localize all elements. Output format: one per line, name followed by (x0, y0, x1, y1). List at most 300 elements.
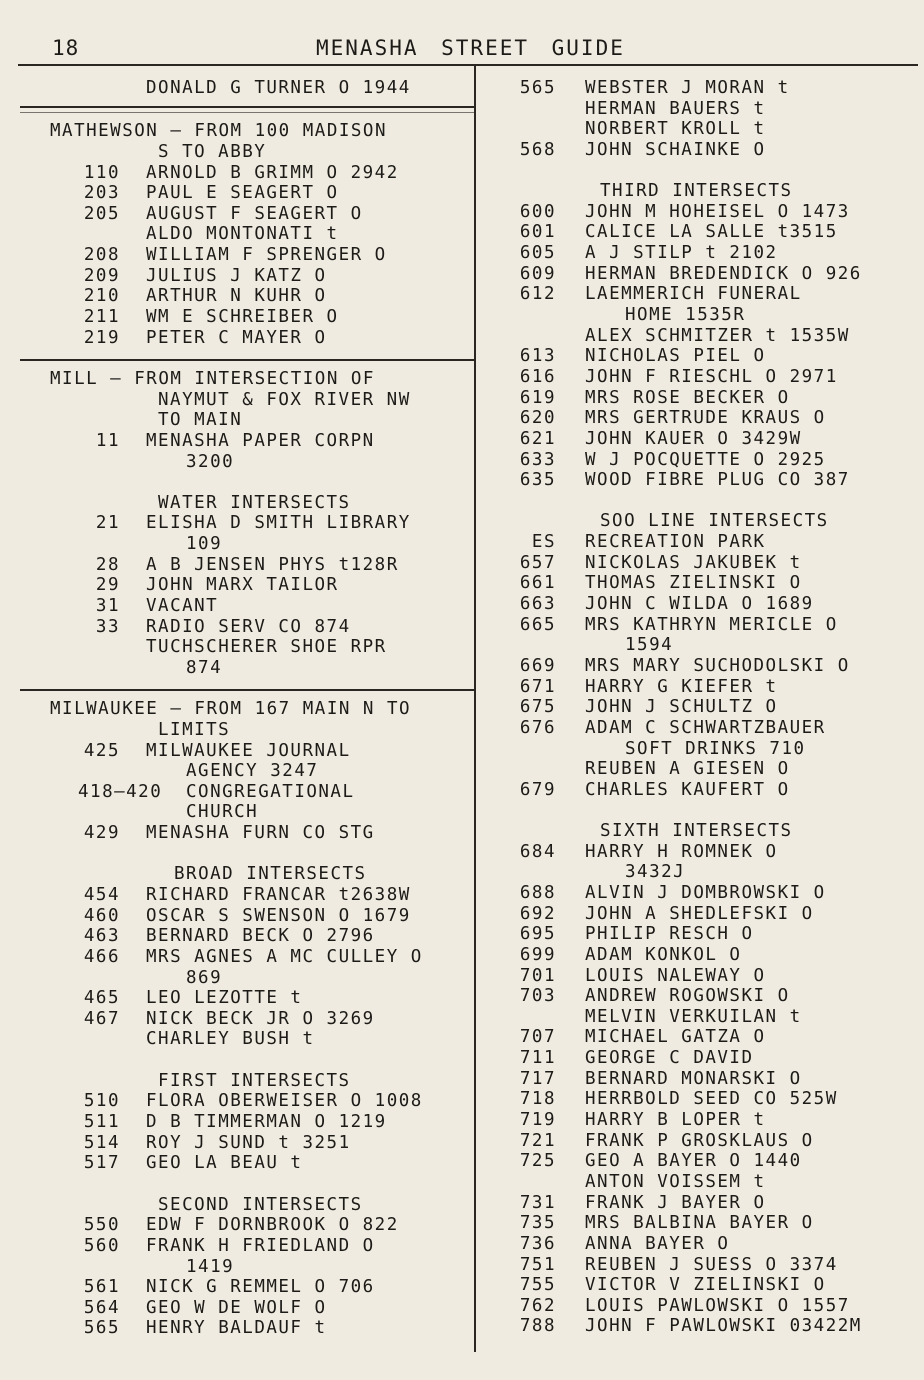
list-item (50, 163, 470, 184)
street-number: 621 (519, 428, 556, 449)
street-number: 751 (519, 1254, 556, 1275)
street-range: S TO ABBY (158, 141, 267, 162)
entry-name: HARRY H ROMNEK O (585, 841, 778, 862)
street-number: 429 (83, 823, 120, 844)
list-item (50, 885, 470, 906)
list-item (50, 1318, 470, 1339)
entry-name: ALVIN J DOMBROWSKI O (585, 882, 826, 903)
list-item (490, 615, 910, 636)
street-number: 676 (519, 717, 556, 738)
entry-name: HERMAN BREDENDICK O 926 (585, 263, 862, 284)
list-item (490, 202, 910, 223)
list-item-cont (490, 739, 910, 760)
list-item (50, 823, 470, 844)
street-number: 601 (519, 222, 556, 243)
list-item-cont (50, 658, 470, 679)
entry-name: REUBEN A GIESEN O (585, 759, 790, 780)
street-number: 454 (83, 884, 120, 905)
right-entries-1 (490, 78, 910, 161)
entry-continuation: 3432J (625, 862, 686, 883)
list-item (490, 1172, 910, 1193)
list-item (490, 470, 910, 491)
entry-name: WILLIAM F SPRENGER O (146, 245, 387, 266)
street-number: 510 (83, 1091, 120, 1112)
broad-entries-2 (50, 988, 470, 1050)
street-number: 31 (95, 596, 120, 617)
list-item (490, 966, 910, 987)
street-number: 565 (519, 78, 556, 98)
column-divider (474, 66, 476, 1352)
header-rule (18, 64, 918, 66)
entry-continuation: SOFT DRINKS 710 (625, 738, 806, 759)
street-heading-cont (50, 410, 470, 431)
street-number: 565 (83, 1318, 120, 1339)
entry-name: EDW F DORNBROOK O 822 (146, 1215, 399, 1236)
list-item (50, 988, 470, 1009)
entry-continuation: 874 (186, 657, 223, 678)
list-item (490, 429, 910, 450)
list-item (50, 782, 470, 803)
entry-name: ARTHUR N KUHR O (146, 286, 327, 307)
list-item (490, 780, 910, 801)
entry-name: ALEX SCHMITZER t 1535W (585, 325, 850, 346)
street-number: 762 (519, 1295, 556, 1316)
street-number: 755 (519, 1275, 556, 1296)
street-number: 692 (519, 903, 556, 924)
street-number: 203 (83, 183, 120, 204)
street-number: 463 (83, 926, 120, 947)
street-number: 561 (83, 1277, 120, 1298)
entry-name: ELISHA D SMITH LIBRARY (146, 513, 411, 534)
list-item-cont (490, 305, 910, 326)
street-number: 609 (519, 263, 556, 284)
street-number: 721 (519, 1130, 556, 1151)
entry-name: ANTON VOISSEM t (585, 1171, 766, 1192)
list-item (490, 243, 910, 264)
street-number: 29 (95, 575, 120, 596)
list-item (490, 883, 910, 904)
street-number: 688 (519, 882, 556, 903)
list-item (50, 1112, 470, 1133)
intersect-label (50, 864, 470, 885)
entry-name: JOHN KAUER O 3429W (585, 428, 802, 449)
list-item (490, 1131, 910, 1152)
list-item (50, 266, 470, 287)
entry-name: JOHN MARX TAILOR (146, 575, 339, 596)
list-item-cont (490, 862, 910, 883)
list-item (50, 513, 470, 534)
street-number: 695 (519, 924, 556, 945)
entry-name: JOHN C WILDA O 1689 (585, 594, 814, 615)
street-number: 600 (519, 201, 556, 222)
entry-name: JOHN J SCHULTZ O (585, 697, 778, 718)
entry-name: TUCHSCHERER SHOE RPR (146, 637, 387, 658)
list-item (490, 904, 910, 925)
entry-name: D B TIMMERMAN O 1219 (146, 1112, 387, 1133)
list-item (490, 986, 910, 1007)
list-item (490, 1193, 910, 1214)
street-number: 612 (519, 284, 556, 305)
entry-name: JOHN F PAWLOWSKI 03422M (585, 1316, 862, 1337)
entry-name: MELVIN VERKUILAN t (585, 1006, 802, 1027)
street-heading-cont (50, 142, 470, 163)
list-item (50, 741, 470, 762)
list-item (490, 1110, 910, 1131)
street-number: 719 (519, 1110, 556, 1131)
entry-name: LOUIS PAWLOWSKI O 1557 (585, 1295, 850, 1316)
street-number: 517 (83, 1153, 120, 1174)
entry-name: MRS GERTRUDE KRAUS O (585, 408, 826, 429)
right-entries-6 (490, 759, 910, 800)
entry-name: ANDREW ROGOWSKI O (585, 986, 790, 1007)
right-entries-7 (490, 842, 910, 863)
street-number: 33 (95, 616, 120, 637)
list-item (490, 1255, 910, 1276)
entry-name: BERNARD BECK O 2796 (146, 926, 375, 947)
entry-name: HERMAN BAUERS t (585, 98, 766, 119)
list-item (50, 224, 470, 245)
entry-continuation: CHURCH (186, 802, 259, 823)
intersect-label (490, 181, 910, 202)
entry-name: PHILIP RESCH O (585, 924, 754, 945)
list-item (490, 594, 910, 615)
list-item (490, 367, 910, 388)
street-number: 550 (83, 1215, 120, 1236)
street-number: 703 (519, 986, 556, 1007)
street-number: 633 (519, 449, 556, 470)
street-range: LIMITS (158, 719, 231, 740)
list-item (490, 573, 910, 594)
street-number: 568 (519, 139, 556, 160)
entry-name: HARRY G KIEFER t (585, 676, 778, 697)
entry-name: WEBSTER J MORAN t (585, 78, 790, 98)
list-item (490, 842, 910, 863)
entry-name: OSCAR S SWENSON O 1679 (146, 905, 411, 926)
right-entries-5 (490, 656, 910, 739)
entry-name: BERNARD MONARSKI O (585, 1068, 802, 1089)
entry-name: NICK BECK JR O 3269 (146, 1008, 375, 1029)
street-name: MATHEWSON — FROM 100 MADISON (50, 121, 388, 142)
street-number: 788 (519, 1316, 556, 1337)
street-heading (50, 369, 470, 390)
list-item (50, 1236, 470, 1257)
list-item (50, 596, 470, 617)
entry-continuation: 869 (186, 967, 223, 988)
entry-name: VACANT (146, 596, 219, 617)
list-item (490, 140, 910, 161)
list-item (50, 1009, 470, 1030)
list-item (490, 677, 910, 698)
entry-name: CHARLEY BUSH t (146, 1029, 315, 1050)
list-item (490, 119, 910, 140)
right-entries-8 (490, 883, 910, 1337)
list-item (490, 99, 910, 120)
entry-name: MRS BALBINA BAYER O (585, 1213, 814, 1234)
list-item (490, 1275, 910, 1296)
list-item (50, 1298, 470, 1319)
entry-continuation: 1419 (186, 1256, 235, 1277)
list-item (50, 947, 470, 968)
list-item (490, 1296, 910, 1317)
street-number: 110 (83, 162, 120, 183)
entry-continuation: 109 (186, 534, 223, 555)
street-number: 425 (83, 740, 120, 761)
entry-name: CALICE LA SALLE t3515 (585, 222, 838, 243)
list-item (490, 346, 910, 367)
entry-name: W J POCQUETTE O 2925 (585, 449, 826, 470)
entry-name: MRS ROSE BECKER O (585, 387, 790, 408)
street-number: 620 (519, 408, 556, 429)
street-number: ES (531, 532, 556, 553)
intersects-label: THIRD INTERSECTS (600, 181, 793, 202)
list-item (490, 450, 910, 471)
entry-name: JULIUS J KATZ O (146, 265, 327, 286)
street-number: 460 (83, 905, 120, 926)
list-item (50, 906, 470, 927)
entry-name: CONGREGATIONAL (186, 781, 355, 802)
intersect-label (490, 821, 910, 842)
list-item-cont (490, 635, 910, 656)
street-name: MILWAUKEE — FROM 167 MAIN N TO (50, 699, 412, 720)
street-heading-cont (50, 720, 470, 741)
street-number: 663 (519, 594, 556, 615)
street-number: 665 (519, 614, 556, 635)
entry-name: ARNOLD B GRIMM O 2942 (146, 162, 399, 183)
street-number: 564 (83, 1297, 120, 1318)
page-number: 18 (52, 36, 80, 60)
entry-name: GEORGE C DAVID (585, 1048, 754, 1069)
entry-continuation: HOME 1535R (625, 305, 746, 326)
list-item (50, 617, 470, 638)
list-item (490, 388, 910, 409)
intersects-label: WATER INTERSECTS (158, 492, 351, 513)
list-item (490, 697, 910, 718)
page-header (0, 36, 924, 66)
list-item (490, 222, 910, 243)
entry-name: THOMAS ZIELINSKI O (585, 573, 802, 594)
entry-name: MRS MARY SUCHODOLSKI O (585, 655, 850, 676)
list-item (490, 532, 910, 553)
intersect-label (50, 493, 470, 514)
list-item-cont (50, 802, 470, 823)
entry-name: NICKOLAS JAKUBEK t (585, 552, 802, 573)
street-number: 657 (519, 552, 556, 573)
right-entries-2 (490, 202, 910, 305)
list-item (490, 553, 910, 574)
street-number: 211 (83, 307, 120, 328)
list-item (490, 264, 910, 285)
street-number: 675 (519, 697, 556, 718)
street-number: 605 (519, 243, 556, 264)
entry-name: ADAM KONKOL O (585, 944, 742, 965)
entry-name: JOHN M HOHEISEL O 1473 (585, 201, 850, 222)
street-number: 560 (83, 1235, 120, 1256)
left-column (50, 78, 470, 1339)
entry-name: PAUL E SEAGERT O (146, 183, 339, 204)
street-number: 736 (519, 1233, 556, 1254)
entry-name: LAEMMERICH FUNERAL (585, 284, 802, 305)
list-item (50, 1029, 470, 1050)
street-number: 210 (83, 286, 120, 307)
entry-name: HERRBOLD SEED CO 525W (585, 1089, 838, 1110)
entry-name: GEO A BAYER O 1440 (585, 1151, 802, 1172)
list-item (490, 945, 910, 966)
list-item (490, 759, 910, 780)
entry-name: NICHOLAS PIEL O (585, 346, 766, 367)
intersects-label: SOO LINE INTERSECTS (600, 511, 829, 532)
street-number: 208 (83, 245, 120, 266)
mathewson-entries (50, 163, 470, 349)
entry-name: JOHN F RIESCHL O 2971 (585, 366, 838, 387)
intersects-label: BROAD INTERSECTS (174, 864, 367, 885)
street-range: TO MAIN (158, 410, 243, 431)
street-number: 679 (519, 779, 556, 800)
intersects-label: SECOND INTERSECTS (158, 1194, 363, 1215)
entry-name: FRANK H FRIEDLAND O (146, 1235, 375, 1256)
entry-name: FRANK J BAYER O (585, 1192, 766, 1213)
list-item (490, 1007, 910, 1028)
entry-name: RECREATION PARK (585, 532, 766, 553)
entry-name: FRANK P GROSKLAUS O (585, 1130, 814, 1151)
street-number: 718 (519, 1089, 556, 1110)
entry-name: CHARLES KAUFERT O (585, 779, 790, 800)
entry-name: MRS AGNES A MC CULLEY O (146, 946, 423, 967)
entry-name: ADAM C SCHWARTZBAUER (585, 717, 826, 738)
list-item (490, 1048, 910, 1069)
street-number: 616 (519, 366, 556, 387)
list-item (50, 637, 470, 658)
entry-name: LOUIS NALEWAY O (585, 965, 766, 986)
entry-name: PETER C MAYER O (146, 327, 327, 348)
street-number: 28 (95, 554, 120, 575)
street-number: 514 (83, 1132, 120, 1153)
intersect-label (490, 511, 910, 532)
list-item (490, 284, 910, 305)
entry-name: REUBEN J SUESS O 3374 (585, 1254, 838, 1275)
list-item (490, 1027, 910, 1048)
entry-name: RADIO SERV CO 874 (146, 616, 351, 637)
list-item (50, 431, 470, 452)
entry-name: WM E SCHREIBER O (146, 307, 339, 328)
intersect-label (50, 1071, 470, 1092)
list-item (490, 1234, 910, 1255)
list-item (50, 1215, 470, 1236)
entry-name: JOHN A SHEDLEFSKI O (585, 903, 814, 924)
street-number: 661 (519, 573, 556, 594)
street-number: 635 (519, 470, 556, 491)
list-item (50, 328, 470, 349)
street-number: 418—420 (78, 781, 163, 802)
entry-name: VICTOR V ZIELINSKI O (585, 1275, 826, 1296)
entry-name: FLORA OBERWEISER O 1008 (146, 1091, 423, 1112)
street-number: 669 (519, 655, 556, 676)
list-item (490, 1069, 910, 1090)
street-number: 511 (83, 1112, 120, 1133)
broad-entries (50, 885, 470, 968)
entry-name: HARRY B LOPER t (585, 1110, 766, 1131)
street-number: 731 (519, 1192, 556, 1213)
list-item (50, 575, 470, 596)
list-item (50, 1133, 470, 1154)
list-item (490, 1089, 910, 1110)
list-item (490, 718, 910, 739)
list-item (50, 245, 470, 266)
list-item (50, 307, 470, 328)
list-item (50, 78, 470, 99)
street-heading (50, 121, 470, 142)
entry-name: A B JENSEN PHYS t128R (146, 554, 399, 575)
right-entries-4 (490, 532, 910, 635)
street-number: 467 (83, 1008, 120, 1029)
list-item (50, 1091, 470, 1112)
street-number: 699 (519, 944, 556, 965)
street-heading (50, 699, 470, 720)
entry-name: MILWAUKEE JOURNAL (146, 740, 351, 761)
street-number: 671 (519, 676, 556, 697)
list-item (490, 326, 910, 347)
street-heading-cont (50, 390, 470, 411)
entry-name: HENRY BALDAUF t (146, 1318, 327, 1339)
entry-name: MRS KATHRYN MERICLE O (585, 614, 838, 635)
list-item (490, 408, 910, 429)
street-number: 684 (519, 841, 556, 862)
street-number: 219 (83, 327, 120, 348)
list-item (490, 924, 910, 945)
list-item (50, 1153, 470, 1174)
street-number: 619 (519, 387, 556, 408)
street-number: 725 (519, 1151, 556, 1172)
entry-name: ROY J SUND t 3251 (146, 1132, 351, 1153)
entry-name: A J STILP t 2102 (585, 243, 778, 264)
entry-name: ALDO MONTONATI t (146, 224, 339, 245)
list-item-cont (50, 1257, 470, 1278)
entry-name: LEO LEZOTTE t (146, 988, 303, 1009)
street-number: 701 (519, 965, 556, 986)
list-item-cont (50, 452, 470, 473)
right-column (490, 78, 910, 1337)
intersect-label (50, 1195, 470, 1216)
list-item-cont (50, 761, 470, 782)
list-item (50, 183, 470, 204)
street-number: 613 (519, 346, 556, 367)
entry-name: NICK G REMMEL O 706 (146, 1277, 375, 1298)
entry-name: JOHN SCHAINKE O (585, 139, 766, 160)
entry-name: WOOD FIBRE PLUG CO 387 (585, 470, 850, 491)
entry-continuation: AGENCY 3247 (186, 761, 319, 782)
second-entries (50, 1215, 470, 1256)
street-number: 205 (83, 203, 120, 224)
street-number: 209 (83, 265, 120, 286)
entry-name: RICHARD FRANCAR t2638W (146, 884, 411, 905)
street-number: 707 (519, 1027, 556, 1048)
mill-entries (50, 555, 470, 638)
entry-name: GEO W DE WOLF O (146, 1297, 327, 1318)
street-number: 711 (519, 1048, 556, 1069)
first-entries (50, 1091, 470, 1174)
entry-name: MICHAEL GATZA O (585, 1027, 766, 1048)
street-number: 21 (95, 513, 120, 534)
page-title: MENASHA STREET GUIDE (316, 36, 625, 60)
street-number: 11 (95, 430, 120, 451)
list-item-cont (50, 968, 470, 989)
entry-name: MENASHA FURN CO STG (146, 823, 375, 844)
list-item (50, 204, 470, 225)
second-entries-2 (50, 1277, 470, 1339)
list-item (50, 926, 470, 947)
right-entries-3 (490, 326, 910, 491)
intersects-label: SIXTH INTERSECTS (600, 821, 793, 842)
list-item (490, 1151, 910, 1172)
